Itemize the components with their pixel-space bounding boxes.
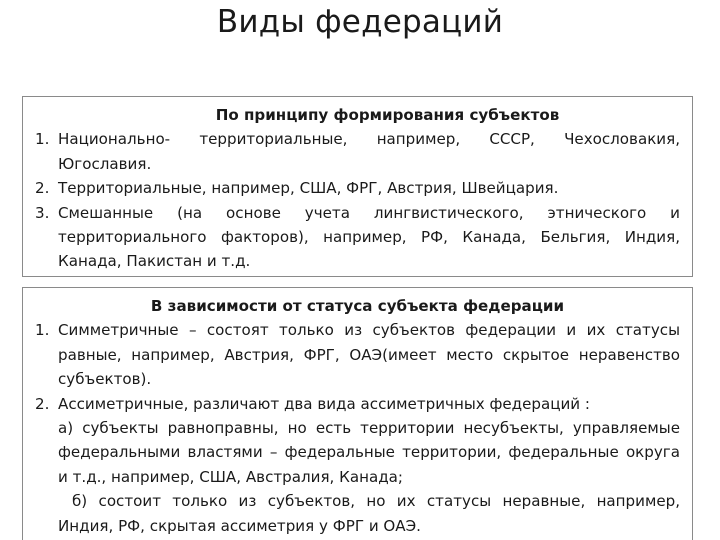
section-heading: В зависимости от статуса субъекта федерации: [150, 297, 565, 315]
list-number: 2.: [35, 394, 50, 413]
list-number: 1.: [35, 321, 50, 340]
list-item-text: Ассиметричные, различают два вида ассиметричных федераций :: [58, 394, 590, 413]
list-item-text: Территориальные, например, США, ФРГ, Австрия, Швейцария.: [58, 179, 559, 198]
list-item: [35, 318, 680, 391]
list-item-text: Симметричные – состоят только из субъектов федерации и их статусы равные, например, Австрия, ФРГ, ОАЭ(имеет место скрытое неравенство субъектов).: [58, 321, 680, 389]
section-subject-status: [22, 287, 693, 540]
sub-item-a: а) субъекты равноправны, но есть территории несубъекты, управляемые федеральными властями – федеральные территории, федеральные округа и т.д., например, США, Австралия, Канада;: [58, 419, 680, 486]
list-item: [35, 176, 680, 200]
status-list: [35, 318, 680, 538]
section-formation-principle: [22, 96, 693, 277]
list-number: 1.: [35, 130, 50, 149]
list-item: [35, 392, 680, 538]
list-number: 2.: [35, 179, 50, 198]
list-item-text: Смешанные (на основе учета лингвистического, этнического и территориального факторов), например, РФ, Канада, Бельгия, Индия, Канада, Пакистан и т.д.: [58, 203, 680, 271]
formation-list: [35, 127, 680, 273]
list-item-text: Национально- территориальные, например, СССР, Чехословакия, Югославия.: [58, 130, 680, 173]
list-item: [35, 201, 680, 274]
list-item: [35, 127, 680, 176]
page-title: Виды федераций: [216, 4, 504, 40]
sub-item-b: б) состоит только из субъектов, но их статусы неравные, например, Индия, РФ, скрытая ассиметрия у ФРГ и ОАЭ.: [58, 492, 680, 535]
list-number: 3.: [35, 203, 50, 222]
section-heading: По принципу формирования субъектов: [215, 106, 560, 124]
